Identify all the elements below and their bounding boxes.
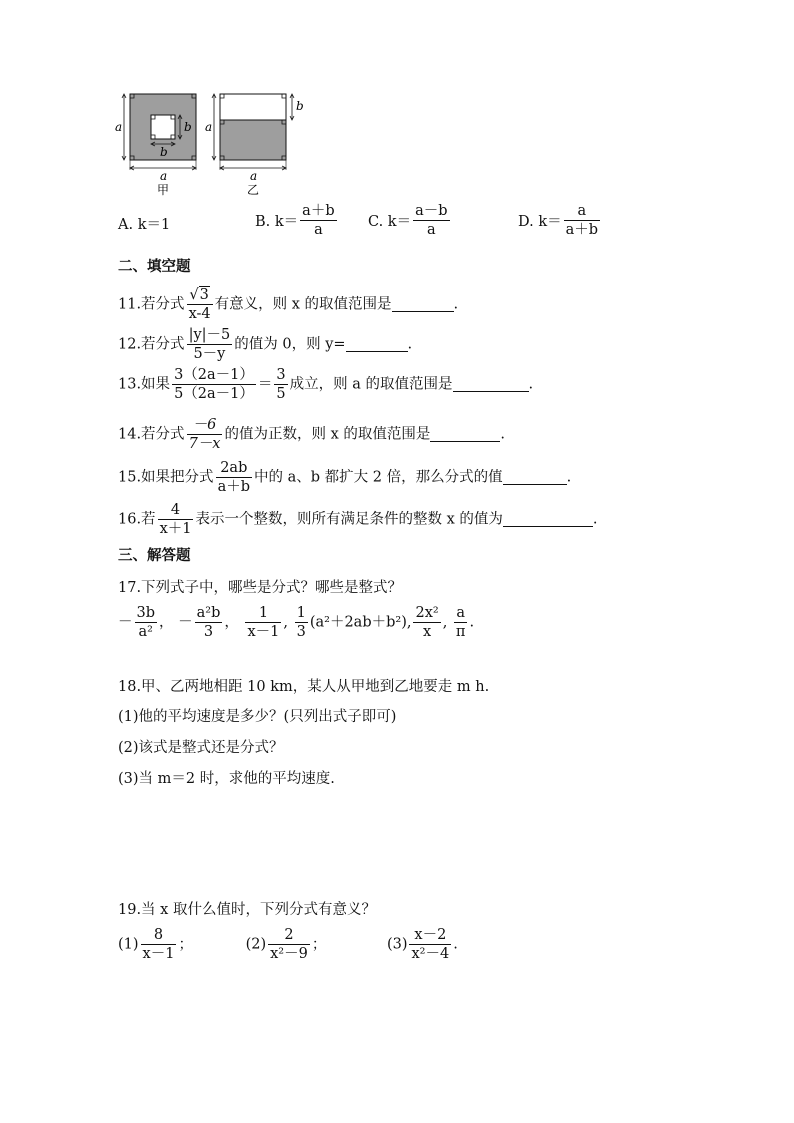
question-12: 12.若分式 $\frac{|y|-5}{5-y}$ 的值为 0，则 y= . [118,327,413,362]
q19-frac-2: $\frac{2}{\text{x²－9}}$ [270,927,308,962]
question-13: 13.如果 $\frac{3(2a-1)}{5(2a-1)}$ ＝ $\frac{3}{5}$ 成立，则 a 的取值范围是 . [118,367,534,402]
q15-answer-blank[interactable] [503,470,567,485]
question-18-part-2: (2)该式是整式还是分式？ [118,740,284,756]
option-c-frac: $\frac{a-b}{a}$ [415,203,448,238]
label-a-left-yi: a [205,120,213,134]
question-17-expressions: － $\frac{3b}{\text{a²}}$ ， － $\frac{\text{a²b}}{3}$ ， $\frac{1}{x-1}$ , $\frac{1}{3}$ (a²＋2ab＋b²), $\frac{\text{2x²}}{x}$ , $\frac{a}{\pi}$ . [118,605,475,640]
q16-answer-blank[interactable] [503,512,593,527]
rect-bottom-yi [220,120,286,160]
option-a: A. k＝1 [118,217,171,233]
question-18-part-3: (3)当 m＝2 时，求他的平均速度. [118,771,335,787]
label-b-bottom-jia: b [160,145,168,159]
label-a-bottom-yi: a [250,169,258,183]
question-15: 15.如果把分式 $\frac{2ab}{a+b}$ 中的 a、b 都扩大 2 倍，那么分式的值 . [118,460,572,495]
q11-answer-blank[interactable] [392,297,454,312]
question-18: 18.甲、乙两地相距 10 km，某人从甲地到乙地要走 m h. [118,679,490,695]
label-jia: 甲 [157,183,170,197]
label-a-left-jia: a [115,120,123,134]
rect-top-yi [220,94,286,120]
label-a-bottom-jia: a [160,169,168,183]
q17-expr-2: $\frac{\text{a²b}}{3}$ [196,605,221,640]
q17-expr-4: $\frac{1}{3}$ [296,605,306,640]
q12-frac: $\frac{|y|-5}{5-y}$ [188,327,231,362]
q12-answer-blank[interactable] [346,337,408,352]
option-d-prefix: D. k＝ [518,214,562,230]
q13-frac-right: $\frac{3}{5}$ [276,367,286,402]
q17-expr-3: $\frac{1}{x-1}$ [247,605,280,640]
option-b [255,202,339,239]
section-3-title: 三、解答题 [118,548,191,564]
q11-frac: $\frac{√3}{x-4}$ [188,287,211,322]
q17-expr-1: $\frac{3b}{\text{a²}}$ [136,605,156,640]
q19-frac-3: $\frac{x-2}{\text{x²－4}}$ [411,927,450,962]
option-c-prefix: C. k＝ [368,214,412,230]
q16-frac: $\frac{4}{x+1}$ [159,502,192,537]
option-d [518,202,602,239]
q13-frac-left: $\frac{3(2a-1)}{5(2a-1)}$ [174,367,254,402]
label-b-right-yi: b [296,99,304,113]
q14-frac: $\frac{-6}{7-x}$ [188,417,221,452]
option-b-prefix: B. k＝ [255,214,299,230]
label-yi: 乙 [247,183,260,197]
geometry-figure [112,88,312,198]
q14-answer-blank[interactable] [430,427,500,442]
question-18-part-1: (1)他的平均速度是多少？(只列出式子即可) [118,709,397,725]
option-d-frac: $\frac{a}{a+b}$ [565,203,599,238]
option-c [368,202,452,239]
q19-frac-1: $\frac{8}{x-1}$ [142,927,175,962]
q17-expr-6: $\frac{a}{\pi}$ [455,605,466,640]
question-19-items: (1) $\frac{8}{x-1}$ ； (2) $\frac{2}{\text{x²－9}}$ ； (3) $\frac{x-2}{\text{x²－4}}$ . [118,927,458,962]
label-b-right-jia: b [184,120,192,134]
question-17: 17.下列式子中，哪些是分式？哪些是整式？ [118,580,403,596]
q15-frac: $\frac{2ab}{a+b}$ [217,460,250,495]
question-19: 19.当 x 取什么值时，下列分式有意义？ [118,902,376,918]
section-2-title: 二、填空题 [118,259,191,275]
question-14: 14.若分式 $\frac{-6}{7-x}$ 的值为正数，则 x 的取值范围是 . [118,417,505,452]
question-11: 11.若分式 $\frac{√3}{x-4}$ 有意义，则 x 的取值范围是 . [118,287,459,322]
q13-answer-blank[interactable] [453,377,529,392]
question-16: 16.若 $\frac{4}{x+1}$ 表示一个整数，则所有满足条件的整数 x 的值为 . [118,502,598,537]
q17-expr-5: $\frac{\text{2x²}}{x}$ [415,605,439,640]
option-b-frac: $\frac{a+b}{a}$ [302,203,335,238]
